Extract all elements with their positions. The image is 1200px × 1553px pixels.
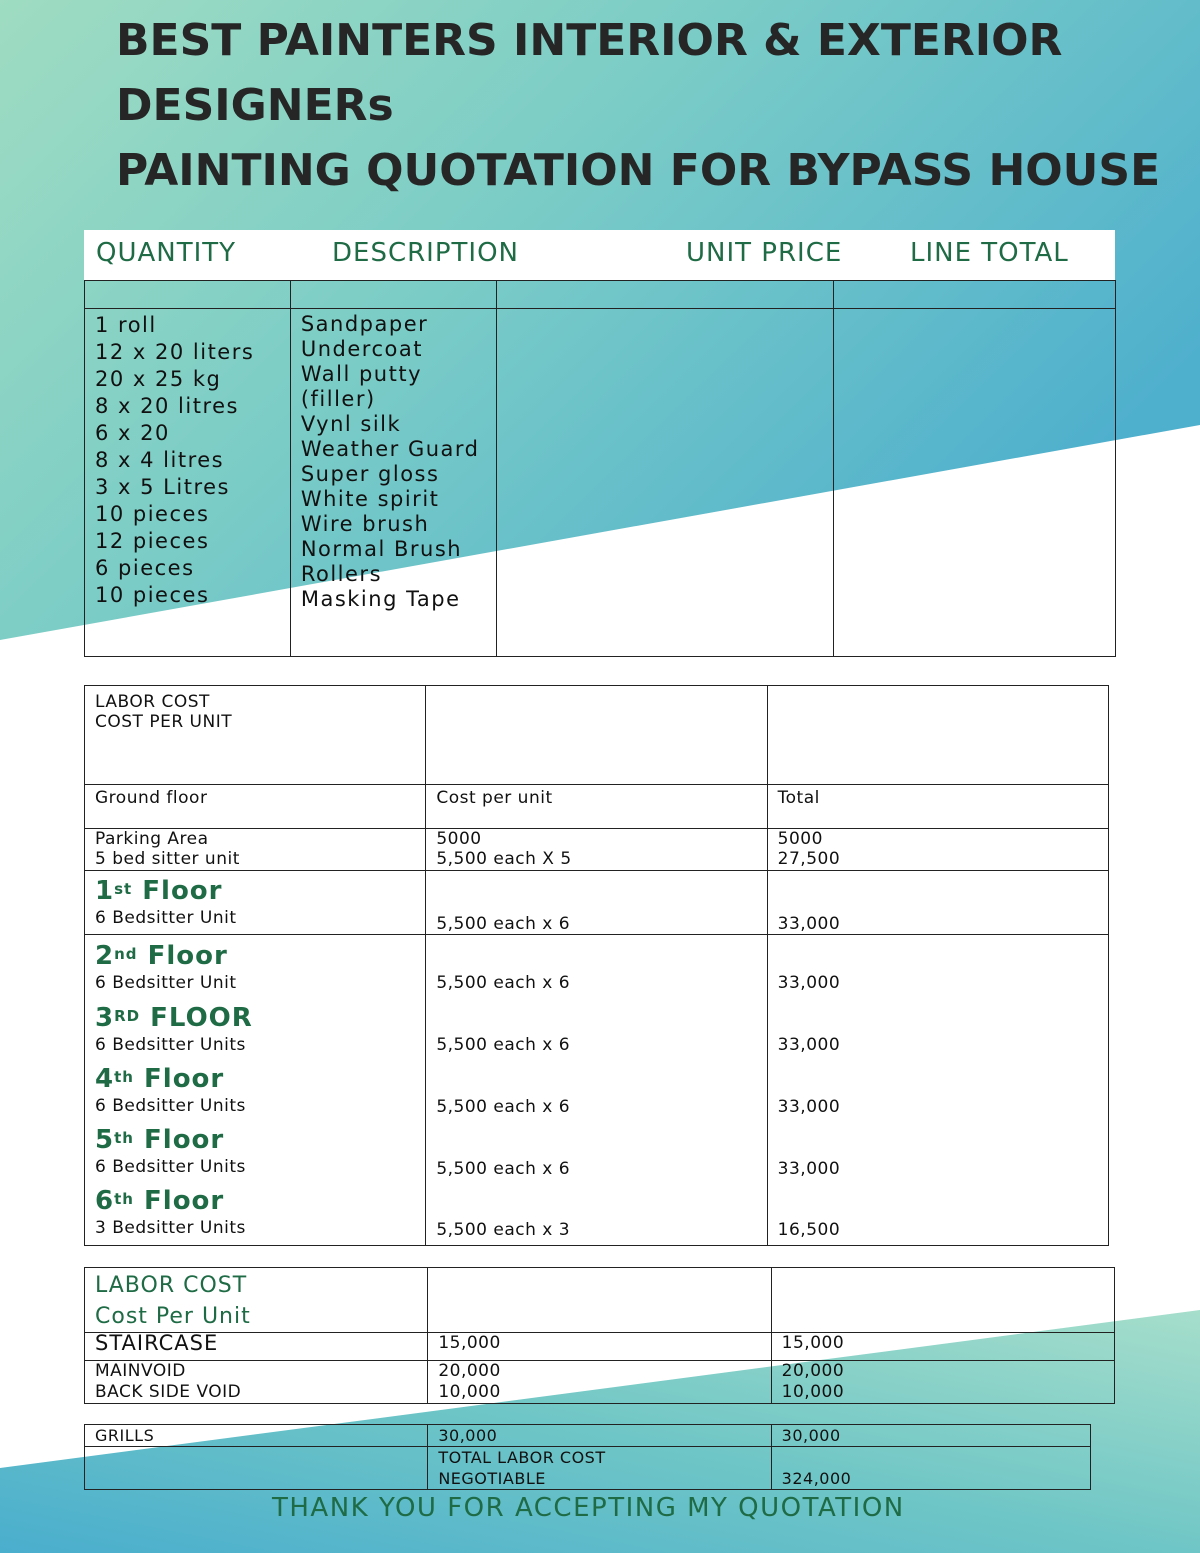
title-line-3: PAINTING QUOTATION FOR BYPASS HOUSE bbox=[116, 145, 1161, 196]
staircase-label: STAIRCASE bbox=[85, 1333, 428, 1361]
floor-units: 6 Bedsitter Units bbox=[95, 1096, 246, 1116]
floor-total: 33,000 bbox=[777, 1035, 841, 1055]
list-item: 12 x 20 liters bbox=[95, 340, 255, 364]
ground-floor-header: Ground floor bbox=[85, 785, 426, 829]
floor-heading: 5th Floor bbox=[95, 1125, 225, 1155]
floor-heading: 6th Floor bbox=[95, 1186, 225, 1216]
list-item: 1 roll bbox=[95, 313, 157, 337]
title-line-1: BEST PAINTERS INTERIOR & EXTERIOR bbox=[116, 15, 1063, 66]
table-row bbox=[85, 1425, 1091, 1447]
ground-cost-parking: 5000 bbox=[436, 829, 482, 849]
backvoid-label: BACK SIDE VOID bbox=[95, 1382, 242, 1402]
floor-units: 6 Bedsitter Units bbox=[95, 1157, 246, 1177]
grand-total: 324,000 bbox=[771, 1447, 1090, 1490]
floor-heading: 4th Floor bbox=[95, 1064, 225, 1094]
table-row bbox=[85, 309, 1116, 657]
list-item: Sandpaper bbox=[300, 312, 429, 336]
col-line-total: LINE TOTAL bbox=[910, 238, 1069, 268]
totals-table bbox=[84, 1424, 1091, 1490]
materials-header bbox=[84, 230, 1115, 281]
backvoid-total: 10,000 bbox=[781, 1382, 845, 1402]
floor-heading: 3RD FLOOR bbox=[95, 1003, 253, 1033]
table-row bbox=[85, 281, 1116, 309]
floor-total: 16,500 bbox=[777, 1220, 841, 1240]
extras-table bbox=[84, 1267, 1115, 1404]
table-row bbox=[85, 1361, 1115, 1404]
list-item: Masking Tape bbox=[300, 587, 461, 611]
floor-total: 33,000 bbox=[777, 973, 841, 993]
labor-cost-title: LABOR COST bbox=[95, 692, 210, 712]
ground-item-parking: Parking Area bbox=[95, 829, 209, 849]
floor-units: 3 Bedsitter Units bbox=[95, 1218, 246, 1238]
ground-cost-bedsitter: 5,500 each X 5 bbox=[436, 849, 572, 869]
backvoid-cost: 10,000 bbox=[438, 1382, 501, 1402]
list-item: 10 pieces bbox=[95, 502, 210, 526]
floor-units: 6 Bedsitter Unit bbox=[95, 973, 237, 993]
table-row bbox=[85, 1268, 1115, 1333]
floor-cost: 5,500 each x 6 bbox=[436, 973, 571, 993]
col-unit-price: UNIT PRICE bbox=[686, 238, 843, 268]
ground-total-parking: 5000 bbox=[777, 829, 823, 849]
unit-price-cell bbox=[496, 309, 834, 657]
floor-heading: 1st Floor bbox=[95, 876, 223, 906]
description-cell bbox=[290, 309, 496, 657]
list-item: White spirit bbox=[300, 487, 440, 511]
total-header: Total bbox=[767, 785, 1108, 829]
table-row bbox=[85, 1447, 1091, 1490]
table-row bbox=[85, 785, 1109, 829]
floor-cost: 5,500 each x 6 bbox=[436, 1035, 571, 1055]
list-item: Rollers bbox=[300, 562, 383, 586]
staircase-cost: 15,000 bbox=[428, 1333, 771, 1361]
list-item: 10 pieces bbox=[95, 583, 210, 607]
thank-you-footer: THANK YOU FOR ACCEPTING MY QUOTATION bbox=[272, 1493, 905, 1523]
floor-heading: 2nd Floor bbox=[95, 941, 228, 971]
staircase-total: 15,000 bbox=[771, 1333, 1114, 1361]
quantity-cell bbox=[85, 309, 291, 657]
floor-total: 33,000 bbox=[777, 1159, 841, 1179]
materials-table bbox=[84, 280, 1116, 657]
list-item: Vynl silk bbox=[300, 412, 402, 436]
floor-cost: 5,500 each x 6 bbox=[436, 1159, 571, 1179]
col-quantity: QUANTITY bbox=[96, 238, 237, 268]
floor-total: 33,000 bbox=[767, 871, 1108, 935]
grills-total: 30,000 bbox=[771, 1425, 1090, 1447]
cost-per-unit-header: Cost per unit bbox=[426, 785, 767, 829]
list-item: 12 pieces bbox=[95, 529, 210, 553]
title-line-2: DESIGNERs bbox=[116, 80, 394, 131]
total-labor-label: TOTAL LABOR COST bbox=[438, 1448, 606, 1467]
extras-cost-per-unit: Cost Per Unit bbox=[95, 1304, 251, 1329]
mainvoid-label: MAINVOID bbox=[95, 1361, 186, 1381]
list-item: Wire brush bbox=[300, 512, 430, 536]
ground-total-bedsitter: 27,500 bbox=[777, 849, 841, 869]
mainvoid-total: 20,000 bbox=[781, 1361, 845, 1381]
negotiable-label: NEGOTIABLE bbox=[438, 1469, 546, 1488]
list-item: Undercoat bbox=[300, 337, 423, 361]
list-item: 6 pieces bbox=[95, 556, 195, 580]
list-item: 8 x 20 litres bbox=[95, 394, 239, 418]
cost-per-unit-title: COST PER UNIT bbox=[95, 712, 233, 732]
floor-cost: 5,500 each x 6 bbox=[436, 1097, 571, 1117]
list-item: 3 x 5 Litres bbox=[95, 475, 230, 499]
list-item: Normal Brush bbox=[300, 537, 463, 561]
list-item: 20 x 25 kg bbox=[95, 367, 222, 391]
floor-total: 33,000 bbox=[777, 1097, 841, 1117]
list-item: Weather Guard bbox=[300, 437, 480, 461]
floor-cost: 5,500 each x 6 bbox=[426, 871, 767, 935]
table-row bbox=[85, 871, 1109, 935]
floor-units: 6 Bedsitter Unit bbox=[95, 908, 237, 928]
table-row bbox=[85, 935, 1109, 1246]
mainvoid-cost: 20,000 bbox=[438, 1361, 501, 1381]
list-item: Wall putty (filler) bbox=[300, 362, 423, 411]
col-description: DESCRIPTION bbox=[332, 238, 519, 268]
floor-cost: 5,500 each x 3 bbox=[436, 1220, 571, 1240]
grills-label: GRILLS bbox=[85, 1425, 428, 1447]
line-total-cell bbox=[834, 309, 1116, 657]
page-title bbox=[116, 8, 1160, 203]
table-row bbox=[85, 686, 1109, 785]
list-item: Super gloss bbox=[300, 462, 440, 486]
table-row bbox=[85, 1333, 1115, 1361]
grills-cost: 30,000 bbox=[428, 1425, 771, 1447]
labor-cost-table bbox=[84, 685, 1109, 1246]
ground-item-bedsitter: 5 bed sitter unit bbox=[95, 849, 240, 869]
list-item: 6 x 20 bbox=[95, 421, 170, 445]
list-item: 8 x 4 litres bbox=[95, 448, 225, 472]
extras-labor-title: LABOR COST bbox=[95, 1273, 248, 1298]
floor-units: 6 Bedsitter Units bbox=[95, 1035, 246, 1055]
table-row bbox=[85, 829, 1109, 871]
